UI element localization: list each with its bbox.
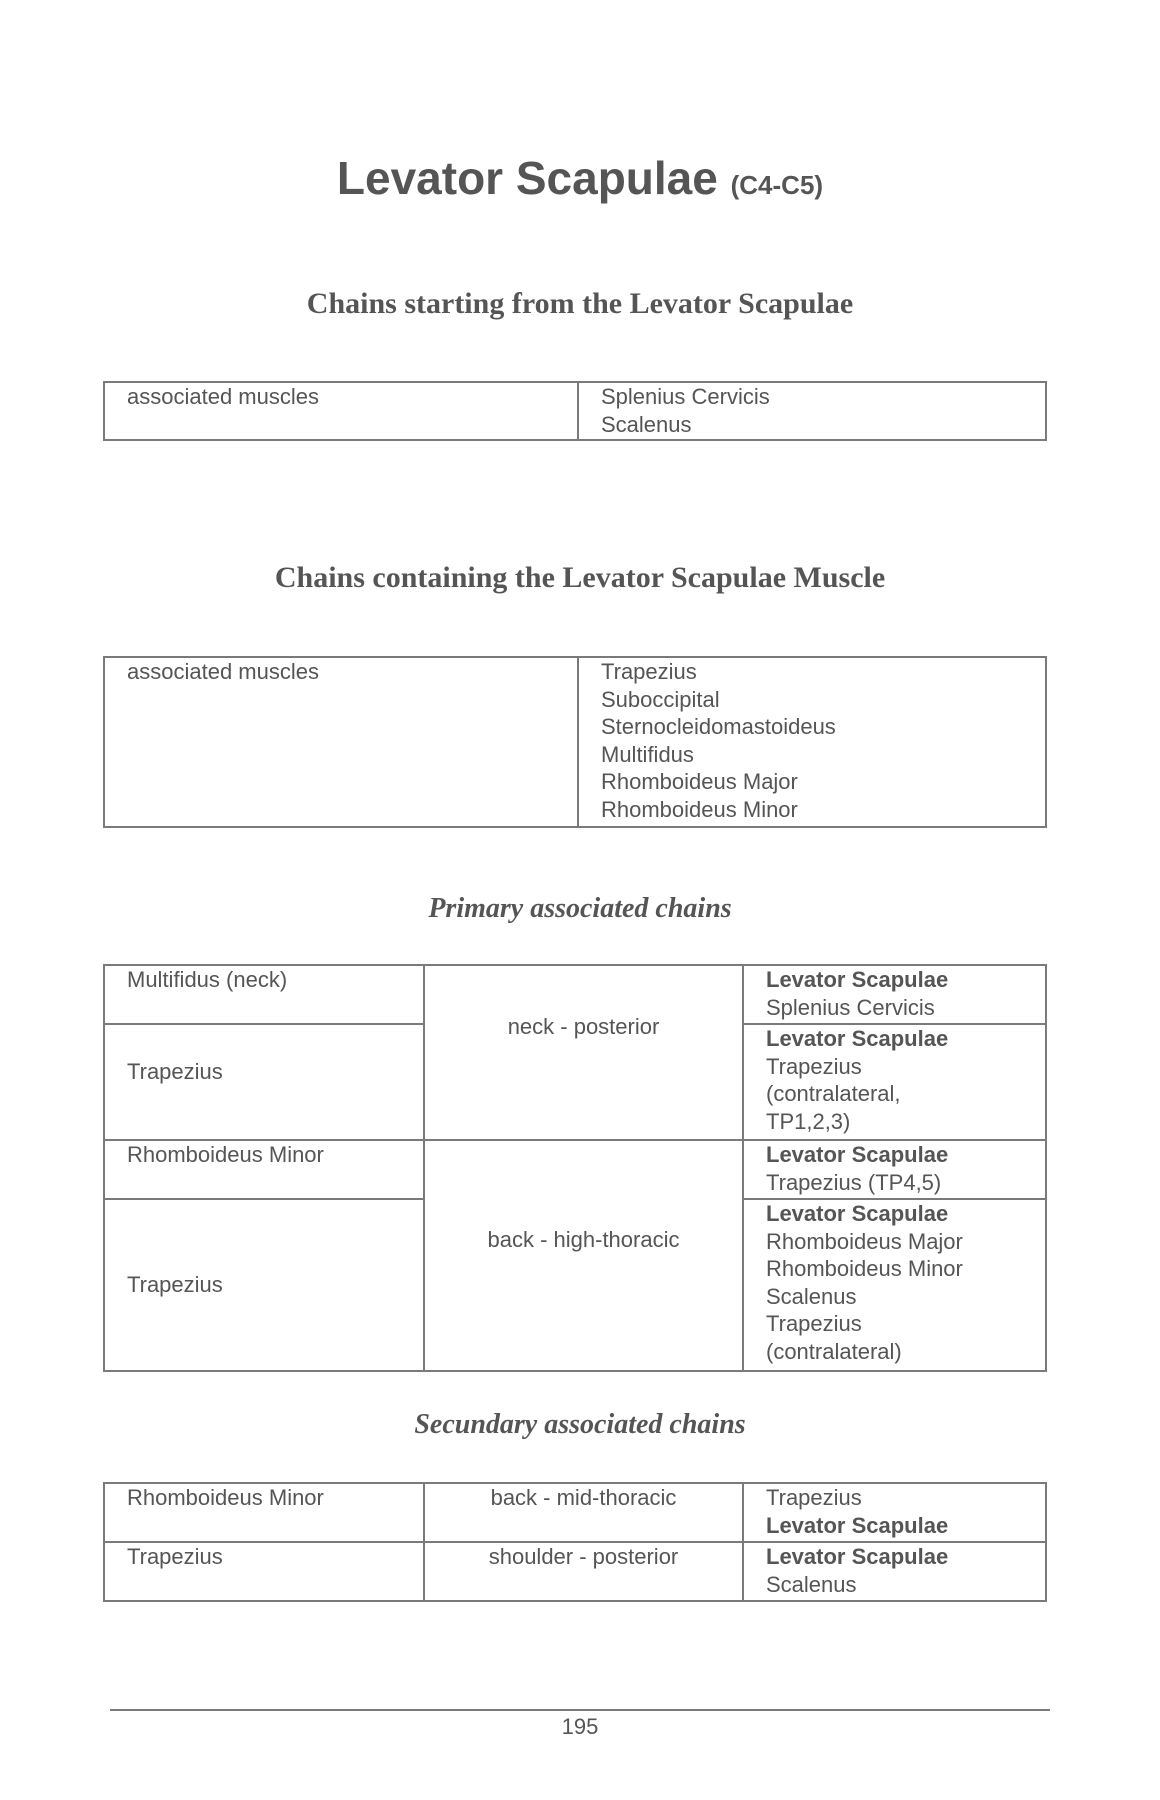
muscle-cell <box>104 1199 424 1371</box>
muscle-cell <box>104 1140 424 1199</box>
chain-lead-muscle: Levator Scapulae <box>766 1544 949 1569</box>
table-row <box>104 382 1046 440</box>
chain-lead-muscle: Levator Scapulae <box>766 1026 949 1051</box>
chain-cell <box>743 1542 1046 1601</box>
muscle-item: Suboccipital <box>601 686 720 712</box>
muscle-cell <box>104 1483 424 1542</box>
label-cell <box>104 382 578 440</box>
table-chains-containing <box>103 656 1047 828</box>
chain-muscle: Trapezius <box>766 1485 862 1510</box>
table-row <box>104 657 1046 827</box>
chain-muscle: (contralateral, <box>766 1081 901 1106</box>
chain-muscle: Splenius Cervicis <box>766 994 935 1020</box>
region-cell <box>424 1140 743 1371</box>
region-cell <box>424 965 743 1140</box>
table-row <box>104 965 1046 1024</box>
chain-cell <box>743 1199 1046 1371</box>
muscle-item: Multifidus <box>601 741 694 767</box>
chain-muscle: Trapezius <box>766 1053 862 1079</box>
table-row <box>104 1542 1046 1601</box>
chain-muscle: Trapezius (TP4,5) <box>766 1169 942 1195</box>
region-name: shoulder - posterior <box>488 1544 679 1569</box>
region-name: back - high-thoracic <box>487 1226 680 1252</box>
muscle-name: Rhomboideus Minor <box>127 1485 324 1510</box>
chain-cell <box>743 1024 1046 1140</box>
muscle-name: Rhomboideus Minor <box>127 1142 324 1167</box>
section-heading-starting: Chains starting from the Levator Scapulae <box>306 287 854 320</box>
page-title-suffix: (C4-C5) <box>730 170 824 200</box>
footer-divider <box>110 1709 1050 1711</box>
muscle-cell <box>104 1542 424 1601</box>
chain-muscle: Scalenus <box>766 1571 857 1597</box>
chain-muscle: Scalenus <box>766 1283 857 1309</box>
chain-muscle: Trapezius <box>766 1311 862 1336</box>
chain-lead-muscle: Levator Scapulae <box>766 1512 949 1538</box>
chain-cell <box>743 965 1046 1024</box>
muscle-item: Rhomboideus Minor <box>601 796 798 822</box>
chain-cell <box>743 1483 1046 1542</box>
muscle-item: Scalenus <box>601 411 692 437</box>
section-heading-secondary: Secundary associated chains <box>414 1409 746 1440</box>
table-chains-starting <box>103 381 1047 441</box>
chain-muscle: (contralateral) <box>766 1338 902 1364</box>
chain-lead-muscle: Levator Scapulae <box>766 1142 949 1167</box>
chain-muscle: Rhomboideus Minor <box>766 1256 963 1281</box>
table-primary-chains <box>103 964 1047 1372</box>
muscle-cell <box>104 1024 424 1140</box>
page-title-text: Levator Scapulae <box>336 152 718 204</box>
muscle-name: Trapezius <box>127 1544 223 1569</box>
muscle-item: Rhomboideus Major <box>601 769 798 794</box>
muscle-item: Trapezius <box>601 659 697 684</box>
label: associated muscles <box>127 384 319 409</box>
muscle-cell <box>104 965 424 1024</box>
label-cell <box>104 657 578 827</box>
chain-cell <box>743 1140 1046 1199</box>
page-number: 195 <box>561 1714 599 1739</box>
chain-muscle: Rhomboideus Major <box>766 1228 963 1254</box>
table-row <box>104 1140 1046 1199</box>
section-heading-primary: Primary associated chains <box>428 893 732 924</box>
chain-lead-muscle: Levator Scapulae <box>766 967 949 992</box>
label: associated muscles <box>127 659 319 684</box>
region-name: neck - posterior <box>507 1013 660 1039</box>
region-cell <box>424 1542 743 1601</box>
muscles-cell <box>578 382 1046 440</box>
table-row <box>104 1483 1046 1542</box>
region-name: back - mid-thoracic <box>490 1485 677 1510</box>
chain-muscle: TP1,2,3) <box>766 1108 851 1134</box>
table-secondary-chains <box>103 1482 1047 1602</box>
chain-lead-muscle: Levator Scapulae <box>766 1201 949 1226</box>
page-title <box>0 150 1160 213</box>
muscle-name: Trapezius <box>127 1059 223 1085</box>
muscle-item: Sternocleidomastoideus <box>601 714 836 739</box>
region-cell <box>424 1483 743 1542</box>
muscles-cell <box>578 657 1046 827</box>
muscle-item: Splenius Cervicis <box>601 384 770 409</box>
section-heading-containing: Chains containing the Levator Scapulae Muscle <box>274 561 886 594</box>
muscle-name: Multifidus (neck) <box>127 967 288 992</box>
muscle-name: Trapezius <box>127 1272 223 1298</box>
